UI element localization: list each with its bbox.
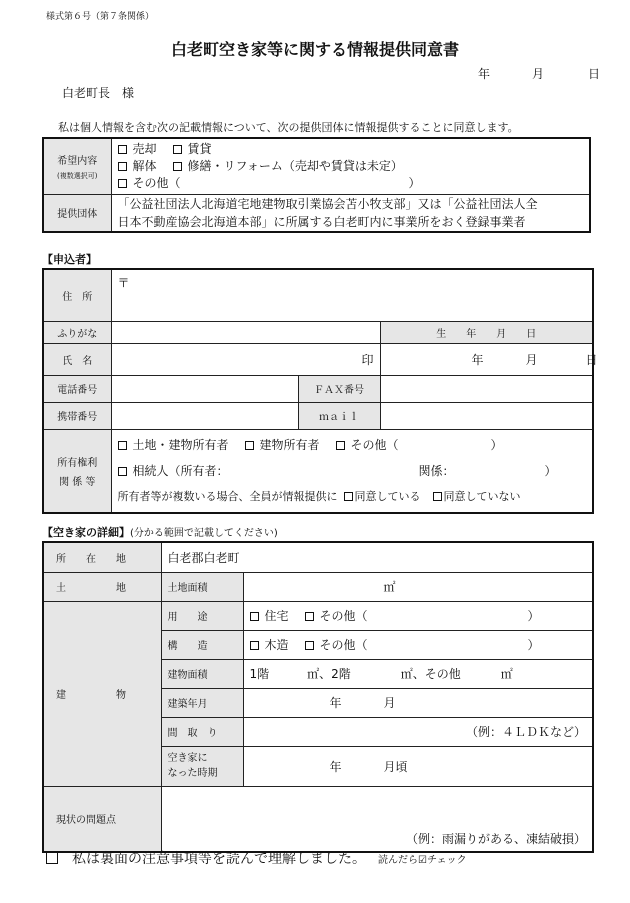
birthdate-header: 生 年 月 日 (380, 321, 593, 343)
name-label: 氏 名 (43, 343, 111, 375)
checkbox-use-house[interactable] (250, 612, 259, 621)
option-renovate: 修繕・リフォーム（売却や賃貸は未定） (187, 158, 403, 173)
checkbox-rights-other[interactable] (336, 441, 345, 450)
vacant-heading-wrap (42, 527, 278, 539)
floor-unit2: ㎡、その他 (400, 667, 461, 681)
birth-year: 年 (471, 352, 484, 367)
structure-other: その他（ (319, 638, 368, 652)
phone-label: 電話番号 (43, 375, 111, 402)
confirm-text: 私は裏面の注意事項等を読んで理解しました。 (72, 851, 366, 867)
mail-label: ｍａｉｌ (298, 402, 380, 429)
rights-owner-bldg: 建物所有者 (259, 437, 320, 452)
fax-input[interactable] (380, 375, 593, 402)
checkbox-disagree[interactable] (433, 492, 442, 501)
vacant-since-line1: 空き家に (167, 753, 208, 764)
purpose-label (43, 138, 111, 194)
use-other: その他（ (319, 609, 368, 623)
checkbox-use-other[interactable] (305, 612, 314, 621)
land-area-input[interactable] (243, 572, 593, 601)
provider-line1: 「公益社団法人北海道宅地建物取引業協会苫小牧支部」又は「公益社団法人全 (117, 196, 538, 211)
form-number: 様式第６号（第７条関係） (46, 12, 155, 22)
structure-wood: 木造 (264, 638, 289, 652)
location-label: 所 在 地 (43, 542, 161, 572)
provider-label: 提供団体 (43, 194, 111, 232)
date-day-label: 日 (588, 67, 601, 81)
built-label: 建築年月 (161, 688, 243, 717)
option-rent: 賃貸 (187, 141, 212, 156)
land-label: 土 地 (43, 572, 161, 601)
furigana-label: ふりがな (43, 321, 111, 343)
layout-example: （例：４ＬＤＫなど） (465, 725, 586, 739)
purpose-options (111, 138, 590, 194)
option-other-close: ） (408, 175, 421, 190)
vacant-since-input[interactable] (243, 746, 593, 786)
postal-mark: 〒 (117, 276, 130, 290)
structure-close: ） (527, 638, 540, 652)
date-year-label: 年 (478, 67, 491, 81)
mail-input[interactable] (380, 402, 593, 429)
applicant-table (42, 268, 598, 514)
layout-label: 間 取 り (161, 717, 243, 746)
birth-day: 日 (585, 352, 598, 367)
structure-options (243, 630, 593, 659)
purpose-table (42, 137, 591, 233)
purpose-label-text: 希望内容 (57, 155, 98, 167)
vacant-heading-note: (分かる範囲で記載してください) (130, 528, 278, 539)
rights-label (43, 429, 111, 513)
checkbox-structure-other[interactable] (305, 641, 314, 650)
mobile-input[interactable] (111, 402, 298, 429)
rights-label-line2: 関 係 等 (59, 476, 96, 488)
vacant-year: 年 (329, 759, 342, 774)
checkbox-heir[interactable] (118, 467, 127, 476)
structure-label: 構 造 (161, 630, 243, 659)
applicant-heading: 【申込者】 (42, 253, 97, 266)
land-area-label: 土地面積 (161, 572, 243, 601)
checkbox-confirm[interactable] (46, 852, 58, 864)
location-input[interactable] (161, 542, 593, 572)
addressee: 白老町長 様 (62, 86, 135, 100)
address-label: 住 所 (43, 269, 111, 321)
floor-area-label: 建物面積 (161, 659, 243, 688)
consent-statement: 私は個人情報を含む次の記載情報について、次の提供団体に情報提供することに同意します。 (58, 121, 519, 134)
checkbox-owner-bldg[interactable] (245, 441, 254, 450)
mobile-label: 携帯番号 (43, 402, 111, 429)
checkbox-rent[interactable] (173, 145, 182, 154)
provider-line2: 日本不動産協会北海道本部」に所属する白老町内に事業所をおく登録事業者 (117, 214, 526, 229)
use-options (243, 601, 593, 630)
rights-heir-close: ） (544, 463, 557, 478)
seal-mark: 印 (361, 352, 374, 367)
vacant-month: 月頃 (383, 759, 408, 774)
rights-note: 所有者等が複数いる場合、全員が情報提供に (117, 489, 338, 503)
built-input[interactable] (243, 688, 593, 717)
problems-input[interactable] (161, 786, 593, 852)
built-month: 月 (383, 696, 396, 710)
checkbox-renovate[interactable] (173, 162, 182, 171)
rights-owner-land: 土地・建物所有者 (132, 437, 229, 452)
checkbox-demolish[interactable] (118, 162, 127, 171)
checkbox-sell[interactable] (118, 145, 127, 154)
confirm-row (46, 852, 467, 866)
name-input[interactable] (111, 343, 380, 375)
rights-heir: 相続人（所有者： (132, 463, 229, 478)
option-sell: 売却 (132, 141, 157, 156)
vacant-since-line2: なった時期 (167, 768, 218, 779)
rights-label-line1: 所有権利 (57, 457, 98, 469)
use-house: 住宅 (264, 609, 289, 623)
vacant-since-label (161, 746, 243, 786)
date-month-label: 月 (532, 67, 545, 81)
checkbox-owner-land[interactable] (118, 441, 127, 450)
checkbox-purpose-other[interactable] (118, 179, 127, 188)
check-hint: 読んだら☑チェック (378, 855, 467, 866)
fax-label: ＦＡＸ番号 (298, 375, 380, 402)
use-close: ） (527, 609, 540, 623)
vacant-heading: 【空き家の詳細】 (42, 526, 130, 539)
problems-example: （例：雨漏りがある、凍結破損） (405, 832, 586, 846)
phone-input[interactable] (111, 375, 298, 402)
vacant-table (42, 541, 594, 853)
floor-unit3: ㎡ (500, 667, 513, 681)
rights-relation: 関係： (418, 463, 455, 478)
land-area-unit: ㎡ (383, 580, 396, 594)
rights-close: ） (490, 437, 503, 452)
checkbox-agree[interactable] (344, 492, 353, 501)
floor-area-input[interactable] (243, 659, 593, 688)
layout-input[interactable] (243, 717, 593, 746)
floor-unit1: ㎡、2階 (307, 667, 351, 681)
checkbox-structure-wood[interactable] (250, 641, 259, 650)
rights-disagree: 同意していない (443, 489, 521, 503)
use-label: 用 途 (161, 601, 243, 630)
birth-month: 月 (525, 352, 538, 367)
floor-1f: 1階 (249, 667, 270, 681)
rights-options (111, 429, 593, 513)
furigana-input[interactable] (111, 321, 380, 343)
birthdate-input[interactable] (380, 343, 598, 375)
built-year: 年 (329, 696, 342, 710)
location-value: 白老郡白老町 (167, 550, 240, 565)
problems-label: 現状の問題点 (43, 786, 161, 852)
purpose-sublabel: (複数選択可) (57, 171, 98, 180)
page-title: 白老町空き家等に関する情報提供同意書 (170, 40, 459, 59)
rights-agree: 同意している (354, 489, 421, 503)
address-input[interactable] (111, 269, 593, 321)
building-label: 建 物 (43, 601, 161, 786)
provider-text (111, 194, 590, 232)
option-demolish: 解体 (132, 158, 157, 173)
rights-other: その他（ (350, 437, 399, 452)
option-other: その他（ (132, 175, 181, 190)
